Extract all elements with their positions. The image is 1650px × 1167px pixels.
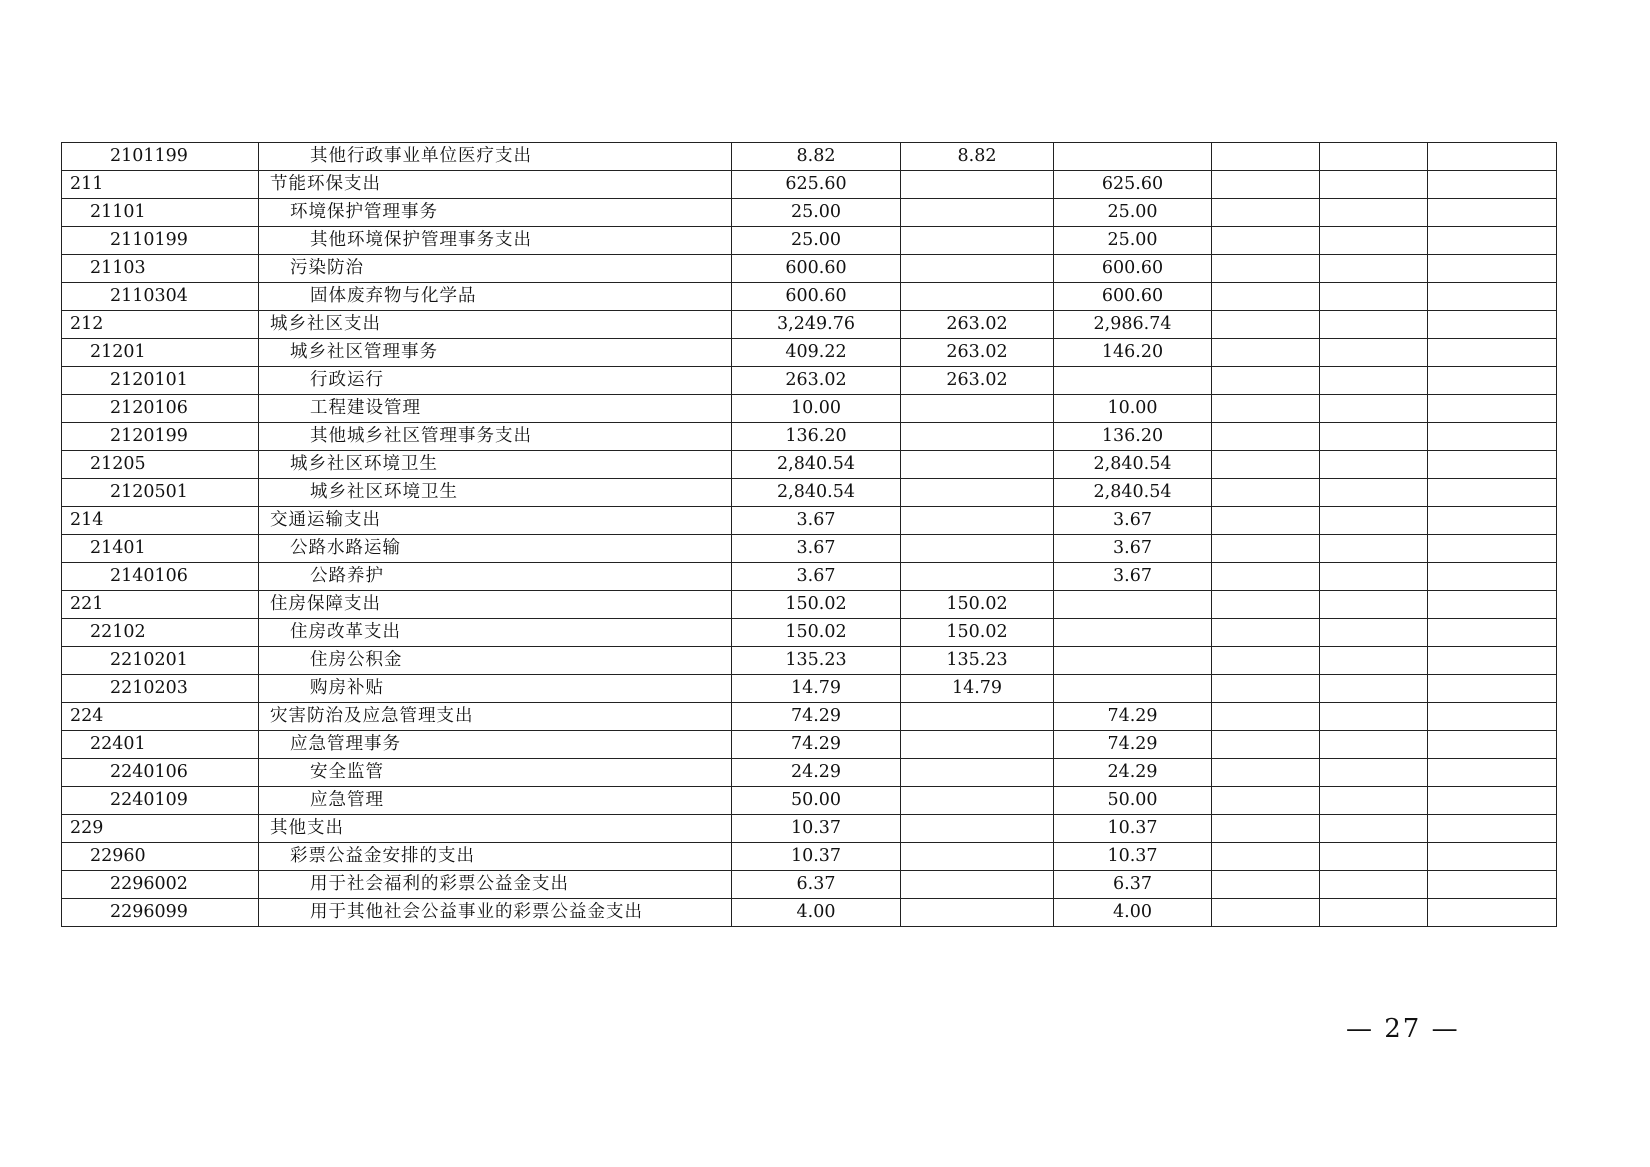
- empty-column-cell: [1320, 647, 1428, 675]
- table-row: [62, 815, 1557, 843]
- basic-expenditure-cell: [901, 843, 1054, 871]
- subject-code-cell: 21205: [62, 451, 259, 479]
- empty-column-cell: [1212, 535, 1320, 563]
- table-row: [62, 199, 1557, 227]
- basic-expenditure-cell: 8.82: [901, 143, 1054, 171]
- basic-expenditure-cell: [901, 787, 1054, 815]
- empty-column-cell: [1428, 731, 1557, 759]
- empty-column-cell: [1428, 647, 1557, 675]
- subject-code-cell: 221: [62, 591, 259, 619]
- basic-expenditure-cell: [901, 283, 1054, 311]
- subject-code-cell: 22960: [62, 843, 259, 871]
- project-expenditure-cell: 136.20: [1054, 423, 1212, 451]
- subject-name-cell: 环境保护管理事务: [259, 199, 732, 227]
- empty-column-cell: [1320, 787, 1428, 815]
- subject-name-cell: 节能环保支出: [259, 171, 732, 199]
- subject-name-cell: 应急管理: [259, 787, 732, 815]
- table-row: [62, 507, 1557, 535]
- empty-column-cell: [1428, 675, 1557, 703]
- empty-column-cell: [1428, 871, 1557, 899]
- project-expenditure-cell: 6.37: [1054, 871, 1212, 899]
- table-row: [62, 479, 1557, 507]
- empty-column-cell: [1320, 535, 1428, 563]
- empty-column-cell: [1212, 339, 1320, 367]
- subject-code-cell: 2120101: [62, 367, 259, 395]
- total-cell: 74.29: [732, 731, 901, 759]
- empty-column-cell: [1428, 143, 1557, 171]
- empty-column-cell: [1428, 535, 1557, 563]
- empty-column-cell: [1212, 451, 1320, 479]
- project-expenditure-cell: 3.67: [1054, 563, 1212, 591]
- empty-column-cell: [1428, 199, 1557, 227]
- subject-name-cell: 交通运输支出: [259, 507, 732, 535]
- total-cell: 14.79: [732, 675, 901, 703]
- subject-name-cell: 灾害防治及应急管理支出: [259, 703, 732, 731]
- total-cell: 3.67: [732, 563, 901, 591]
- basic-expenditure-cell: [901, 563, 1054, 591]
- empty-column-cell: [1428, 311, 1557, 339]
- empty-column-cell: [1212, 703, 1320, 731]
- basic-expenditure-cell: 263.02: [901, 311, 1054, 339]
- empty-column-cell: [1428, 227, 1557, 255]
- empty-column-cell: [1320, 339, 1428, 367]
- project-expenditure-cell: 10.00: [1054, 395, 1212, 423]
- project-expenditure-cell: 2,986.74: [1054, 311, 1212, 339]
- subject-name-cell: 工程建设管理: [259, 395, 732, 423]
- table-row: [62, 367, 1557, 395]
- project-expenditure-cell: [1054, 143, 1212, 171]
- subject-code-cell: 224: [62, 703, 259, 731]
- total-cell: 24.29: [732, 759, 901, 787]
- empty-column-cell: [1428, 563, 1557, 591]
- table-row: [62, 703, 1557, 731]
- subject-name-cell: 行政运行: [259, 367, 732, 395]
- table-row: [62, 451, 1557, 479]
- subject-name-cell: 其他支出: [259, 815, 732, 843]
- total-cell: 3,249.76: [732, 311, 901, 339]
- empty-column-cell: [1212, 255, 1320, 283]
- basic-expenditure-cell: [901, 759, 1054, 787]
- subject-code-cell: 229: [62, 815, 259, 843]
- page-number: — 27 —: [1346, 1014, 1460, 1044]
- project-expenditure-cell: 600.60: [1054, 255, 1212, 283]
- basic-expenditure-cell: 150.02: [901, 591, 1054, 619]
- empty-column-cell: [1212, 395, 1320, 423]
- subject-name-cell: 住房公积金: [259, 647, 732, 675]
- table-row: [62, 423, 1557, 451]
- table-row: [62, 395, 1557, 423]
- total-cell: 135.23: [732, 647, 901, 675]
- subject-code-cell: 2296099: [62, 899, 259, 927]
- empty-column-cell: [1320, 479, 1428, 507]
- empty-column-cell: [1320, 731, 1428, 759]
- empty-column-cell: [1320, 367, 1428, 395]
- project-expenditure-cell: [1054, 675, 1212, 703]
- empty-column-cell: [1320, 703, 1428, 731]
- empty-column-cell: [1320, 675, 1428, 703]
- subject-code-cell: 2120199: [62, 423, 259, 451]
- total-cell: 10.00: [732, 395, 901, 423]
- empty-column-cell: [1212, 843, 1320, 871]
- basic-expenditure-cell: [901, 255, 1054, 283]
- empty-column-cell: [1320, 255, 1428, 283]
- subject-name-cell: 其他城乡社区管理事务支出: [259, 423, 732, 451]
- subject-code-cell: 2120106: [62, 395, 259, 423]
- empty-column-cell: [1212, 311, 1320, 339]
- project-expenditure-cell: 625.60: [1054, 171, 1212, 199]
- basic-expenditure-cell: [901, 171, 1054, 199]
- subject-code-cell: 2210203: [62, 675, 259, 703]
- table-row: [62, 899, 1557, 927]
- table-row: [62, 255, 1557, 283]
- empty-column-cell: [1428, 843, 1557, 871]
- empty-column-cell: [1320, 619, 1428, 647]
- empty-column-cell: [1212, 815, 1320, 843]
- table-row: [62, 731, 1557, 759]
- empty-column-cell: [1212, 171, 1320, 199]
- project-expenditure-cell: 10.37: [1054, 843, 1212, 871]
- project-expenditure-cell: 74.29: [1054, 703, 1212, 731]
- table-row: [62, 283, 1557, 311]
- subject-code-cell: 21103: [62, 255, 259, 283]
- empty-column-cell: [1212, 283, 1320, 311]
- basic-expenditure-cell: [901, 703, 1054, 731]
- empty-column-cell: [1428, 479, 1557, 507]
- empty-column-cell: [1320, 311, 1428, 339]
- project-expenditure-cell: 10.37: [1054, 815, 1212, 843]
- empty-column-cell: [1428, 283, 1557, 311]
- empty-column-cell: [1212, 143, 1320, 171]
- table-row: [62, 871, 1557, 899]
- subject-name-cell: 用于其他社会公益事业的彩票公益金支出: [259, 899, 732, 927]
- subject-name-cell: 固体废弃物与化学品: [259, 283, 732, 311]
- total-cell: 3.67: [732, 535, 901, 563]
- empty-column-cell: [1428, 759, 1557, 787]
- project-expenditure-cell: 4.00: [1054, 899, 1212, 927]
- total-cell: 150.02: [732, 619, 901, 647]
- total-cell: 10.37: [732, 843, 901, 871]
- empty-column-cell: [1428, 171, 1557, 199]
- table-row: [62, 591, 1557, 619]
- empty-column-cell: [1428, 703, 1557, 731]
- total-cell: 600.60: [732, 255, 901, 283]
- empty-column-cell: [1320, 871, 1428, 899]
- table-row: [62, 171, 1557, 199]
- subject-code-cell: 2110304: [62, 283, 259, 311]
- empty-column-cell: [1212, 507, 1320, 535]
- basic-expenditure-cell: [901, 731, 1054, 759]
- basic-expenditure-cell: [901, 479, 1054, 507]
- total-cell: 2,840.54: [732, 479, 901, 507]
- subject-code-cell: 2210201: [62, 647, 259, 675]
- empty-column-cell: [1320, 507, 1428, 535]
- project-expenditure-cell: 25.00: [1054, 199, 1212, 227]
- subject-code-cell: 2240109: [62, 787, 259, 815]
- empty-column-cell: [1320, 283, 1428, 311]
- basic-expenditure-cell: 263.02: [901, 367, 1054, 395]
- budget-table: [61, 142, 1557, 927]
- basic-expenditure-cell: [901, 395, 1054, 423]
- table-row: [62, 843, 1557, 871]
- empty-column-cell: [1428, 255, 1557, 283]
- empty-column-cell: [1428, 367, 1557, 395]
- empty-column-cell: [1320, 227, 1428, 255]
- empty-column-cell: [1428, 423, 1557, 451]
- empty-column-cell: [1320, 591, 1428, 619]
- basic-expenditure-cell: 150.02: [901, 619, 1054, 647]
- subject-code-cell: 21401: [62, 535, 259, 563]
- total-cell: 2,840.54: [732, 451, 901, 479]
- empty-column-cell: [1428, 591, 1557, 619]
- basic-expenditure-cell: [901, 535, 1054, 563]
- table-row: [62, 563, 1557, 591]
- total-cell: 8.82: [732, 143, 901, 171]
- subject-name-cell: 其他环境保护管理事务支出: [259, 227, 732, 255]
- empty-column-cell: [1320, 843, 1428, 871]
- empty-column-cell: [1212, 227, 1320, 255]
- total-cell: 25.00: [732, 199, 901, 227]
- project-expenditure-cell: [1054, 647, 1212, 675]
- empty-column-cell: [1320, 899, 1428, 927]
- subject-name-cell: 住房保障支出: [259, 591, 732, 619]
- project-expenditure-cell: [1054, 619, 1212, 647]
- subject-code-cell: 211: [62, 171, 259, 199]
- project-expenditure-cell: 50.00: [1054, 787, 1212, 815]
- empty-column-cell: [1320, 759, 1428, 787]
- project-expenditure-cell: 74.29: [1054, 731, 1212, 759]
- total-cell: 600.60: [732, 283, 901, 311]
- table-row: [62, 227, 1557, 255]
- total-cell: 4.00: [732, 899, 901, 927]
- total-cell: 625.60: [732, 171, 901, 199]
- project-expenditure-cell: 600.60: [1054, 283, 1212, 311]
- empty-column-cell: [1212, 619, 1320, 647]
- empty-column-cell: [1212, 591, 1320, 619]
- basic-expenditure-cell: [901, 871, 1054, 899]
- empty-column-cell: [1212, 675, 1320, 703]
- table-row: [62, 619, 1557, 647]
- table-row: [62, 339, 1557, 367]
- total-cell: 409.22: [732, 339, 901, 367]
- empty-column-cell: [1428, 451, 1557, 479]
- empty-column-cell: [1320, 199, 1428, 227]
- project-expenditure-cell: 3.67: [1054, 535, 1212, 563]
- subject-code-cell: 2120501: [62, 479, 259, 507]
- table-row: [62, 143, 1557, 171]
- total-cell: 136.20: [732, 423, 901, 451]
- empty-column-cell: [1212, 731, 1320, 759]
- subject-name-cell: 公路水路运输: [259, 535, 732, 563]
- basic-expenditure-cell: [901, 507, 1054, 535]
- subject-code-cell: 22102: [62, 619, 259, 647]
- subject-name-cell: 城乡社区管理事务: [259, 339, 732, 367]
- basic-expenditure-cell: [901, 815, 1054, 843]
- subject-code-cell: 21101: [62, 199, 259, 227]
- total-cell: 263.02: [732, 367, 901, 395]
- empty-column-cell: [1212, 367, 1320, 395]
- empty-column-cell: [1428, 899, 1557, 927]
- subject-name-cell: 彩票公益金安排的支出: [259, 843, 732, 871]
- empty-column-cell: [1428, 815, 1557, 843]
- empty-column-cell: [1212, 871, 1320, 899]
- subject-name-cell: 城乡社区支出: [259, 311, 732, 339]
- basic-expenditure-cell: 263.02: [901, 339, 1054, 367]
- table-row: [62, 675, 1557, 703]
- empty-column-cell: [1428, 507, 1557, 535]
- empty-column-cell: [1428, 395, 1557, 423]
- subject-code-cell: 22401: [62, 731, 259, 759]
- basic-expenditure-cell: [901, 227, 1054, 255]
- project-expenditure-cell: [1054, 367, 1212, 395]
- project-expenditure-cell: 2,840.54: [1054, 451, 1212, 479]
- empty-column-cell: [1320, 423, 1428, 451]
- table-row: [62, 787, 1557, 815]
- empty-column-cell: [1212, 787, 1320, 815]
- table-row: [62, 311, 1557, 339]
- empty-column-cell: [1428, 619, 1557, 647]
- total-cell: 50.00: [732, 787, 901, 815]
- empty-column-cell: [1212, 759, 1320, 787]
- subject-code-cell: 2140106: [62, 563, 259, 591]
- empty-column-cell: [1320, 143, 1428, 171]
- empty-column-cell: [1320, 563, 1428, 591]
- total-cell: 150.02: [732, 591, 901, 619]
- subject-name-cell: 城乡社区环境卫生: [259, 479, 732, 507]
- subject-name-cell: 用于社会福利的彩票公益金支出: [259, 871, 732, 899]
- subject-code-cell: 214: [62, 507, 259, 535]
- basic-expenditure-cell: 14.79: [901, 675, 1054, 703]
- total-cell: 6.37: [732, 871, 901, 899]
- basic-expenditure-cell: [901, 451, 1054, 479]
- empty-column-cell: [1428, 339, 1557, 367]
- subject-code-cell: 2240106: [62, 759, 259, 787]
- subject-code-cell: 212: [62, 311, 259, 339]
- empty-column-cell: [1212, 479, 1320, 507]
- empty-column-cell: [1212, 647, 1320, 675]
- empty-column-cell: [1428, 787, 1557, 815]
- empty-column-cell: [1320, 395, 1428, 423]
- subject-name-cell: 公路养护: [259, 563, 732, 591]
- basic-expenditure-cell: [901, 199, 1054, 227]
- subject-name-cell: 安全监管: [259, 759, 732, 787]
- total-cell: 10.37: [732, 815, 901, 843]
- subject-name-cell: 污染防治: [259, 255, 732, 283]
- empty-column-cell: [1320, 815, 1428, 843]
- subject-code-cell: 2101199: [62, 143, 259, 171]
- project-expenditure-cell: 25.00: [1054, 227, 1212, 255]
- empty-column-cell: [1212, 423, 1320, 451]
- total-cell: 25.00: [732, 227, 901, 255]
- empty-column-cell: [1212, 199, 1320, 227]
- subject-name-cell: 购房补贴: [259, 675, 732, 703]
- empty-column-cell: [1320, 451, 1428, 479]
- empty-column-cell: [1320, 171, 1428, 199]
- subject-name-cell: 其他行政事业单位医疗支出: [259, 143, 732, 171]
- subject-name-cell: 城乡社区环境卫生: [259, 451, 732, 479]
- table-row: [62, 535, 1557, 563]
- project-expenditure-cell: 3.67: [1054, 507, 1212, 535]
- subject-name-cell: 住房改革支出: [259, 619, 732, 647]
- subject-name-cell: 应急管理事务: [259, 731, 732, 759]
- subject-code-cell: 2110199: [62, 227, 259, 255]
- project-expenditure-cell: 146.20: [1054, 339, 1212, 367]
- total-cell: 74.29: [732, 703, 901, 731]
- table-row: [62, 647, 1557, 675]
- table-body: [62, 143, 1557, 927]
- basic-expenditure-cell: [901, 899, 1054, 927]
- table-row: [62, 759, 1557, 787]
- empty-column-cell: [1212, 563, 1320, 591]
- project-expenditure-cell: 2,840.54: [1054, 479, 1212, 507]
- basic-expenditure-cell: [901, 423, 1054, 451]
- empty-column-cell: [1212, 899, 1320, 927]
- subject-code-cell: 2296002: [62, 871, 259, 899]
- subject-code-cell: 21201: [62, 339, 259, 367]
- basic-expenditure-cell: 135.23: [901, 647, 1054, 675]
- project-expenditure-cell: 24.29: [1054, 759, 1212, 787]
- total-cell: 3.67: [732, 507, 901, 535]
- project-expenditure-cell: [1054, 591, 1212, 619]
